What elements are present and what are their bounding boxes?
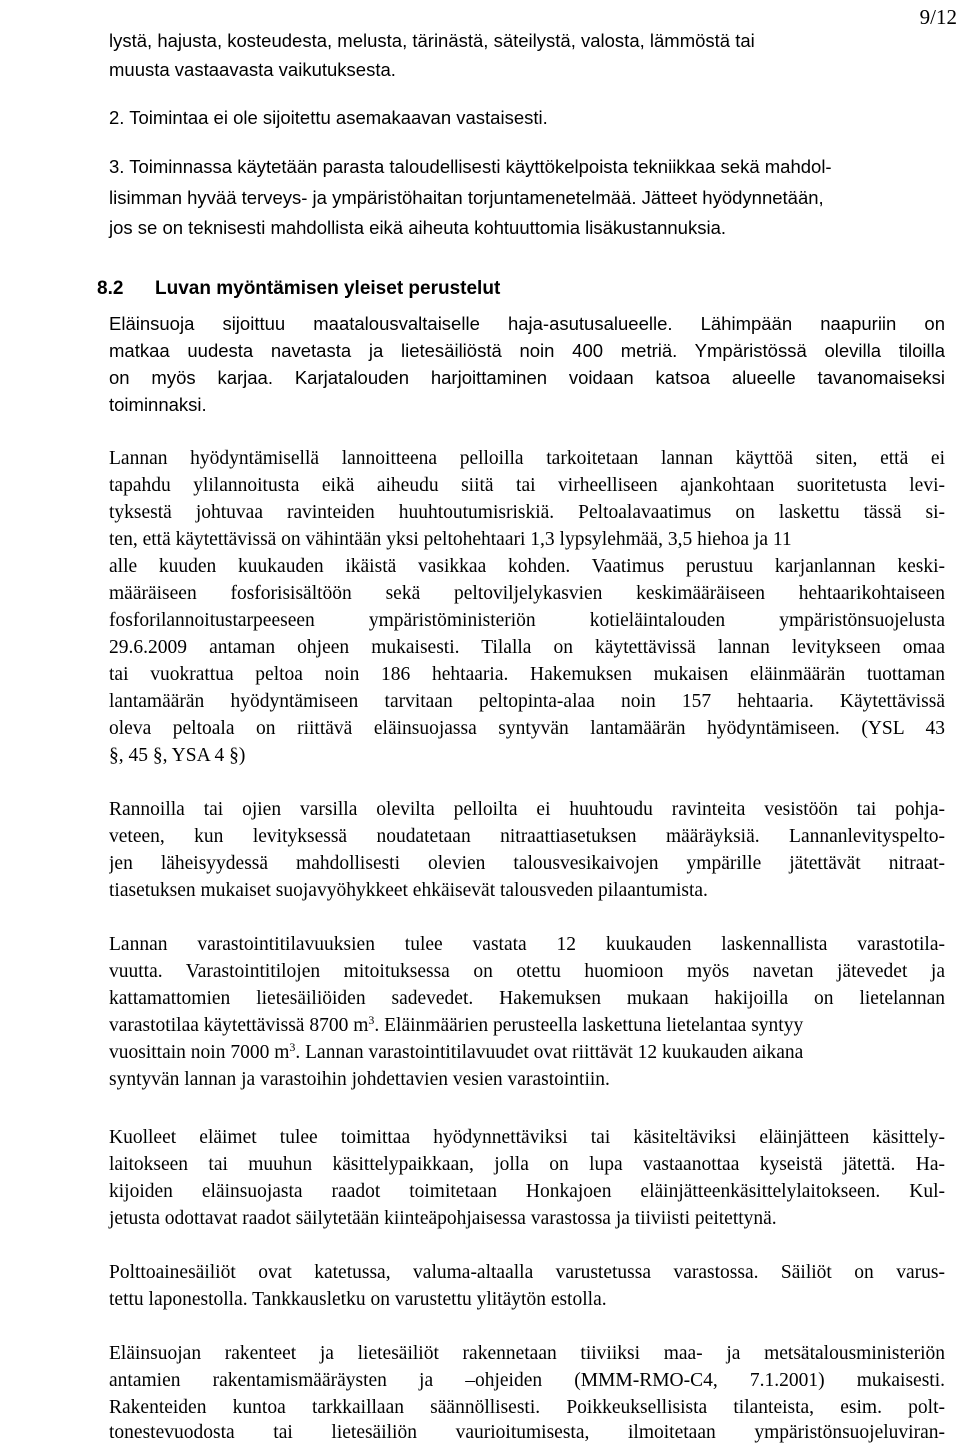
para-4-line-6: syntyvän lannan ja varastoihin johdettavien vesien varastointiin. [109,1069,610,1090]
item-3-line-3: jos se on teknisesti mahdollista eikä aiheuta kohtuuttomia lisäkustannuksia. [109,217,727,238]
para-4-line-3: kattamattomien lietesäiliöiden sadevedet. Hakemuksen mukaan hakijoilla on lietelannan [109,988,945,1009]
para-7-line-4: tonestevuodosta tai lietesäiliön vaurioitumisesta, ilmoitetaan ympäristönsuojeluviran- [109,1422,945,1443]
para-2-line-7: fosforilannoitustarpeeseen ympäristöministeriön kotieläintalouden ympäristönsuojelusta [109,610,945,631]
para-4-line-5 [109,1039,945,1066]
para-6-line-1: Polttoainesäiliöt ovat katetussa, valuma-altaalla varustetussa varastossa. Säiliöt on varus- [109,1262,945,1283]
item-3-line-2: lisimman hyvää terveys- ja ympäristöhaitan torjuntamenetelmää. Jätteet hyödynnetään, [109,187,824,208]
para-7-line-2: antamien rakentamismääräysten ja –ohjeiden (MMM-RMO-C4, 7.1.2001) mukaisesti. [109,1370,945,1391]
para-7-line-3: Rakenteiden kuntoa tarkkaillaan säännöllisesti. Poikkeuksellisista tilanteista, esim. polt- [109,1397,945,1418]
cubic-superscript: 3 [368,1013,375,1027]
para-2-line-3: tyksestä johtuvaa ravinteiden huuhtoutumisriskiä. Peltoalavaatimus on laskettu tässä si- [109,502,945,523]
para-4-line-1: Lannan varastointitilavuuksien tulee vastata 12 kuukauden laskennallista varastotila- [109,934,945,955]
para-3-line-3: jen läheisyydessä mahdollisesti olevien talousvesikaivojen ympärille jätettävät nitraat- [109,853,945,874]
annual-manure-text: vuosittain noin 7000 m [109,1042,290,1063]
cubic-superscript: 3 [289,1040,296,1054]
para-2-line-2: tapahdu ylilannoitusta eikä aiheudu siitä tai virheelliseen ajankohtaan suoritetusta levi- [109,475,945,496]
para-5-line-1: Kuolleet eläimet tulee toimittaa hyödynnettäviksi tai käsiteltäviksi eläinjätteen käsittely- [109,1127,945,1148]
para-2-line-8: 29.6.2009 antaman ohjeen mukaisesti. Tilalla on käytettävissä lannan levitykseen omaa [109,637,945,658]
storage-capacity-text: varastotilaa käytettävissä 8700 m [109,1015,369,1036]
item-3-line-1: 3. Toiminnassa käytetään parasta taloudellisesti käyttökelpoista tekniikkaa sekä mahdol- [109,156,832,177]
para-1-line-4: toiminnaksi. [109,394,207,415]
para-4-line-5-rest: . Lannan varastointitilavuudet ovat riittävät 12 kuukauden aikana [295,1042,804,1063]
para-3-line-1: Rannoilla tai ojien varsilla olevilta pelloilta ei huuhtoudu ravinteita vesistöön tai pohja- [109,799,945,820]
para-2-line-5: alle kuuden kuukauden ikäistä vasikkaa kohden. Vaatimus perustuu karjanlannan keski- [109,556,945,577]
page-number: 9/12 [919,5,957,29]
para-5-line-3: kijoiden eläinsuojasta raadot toimitetaan Honkajoen eläinjätteenkäsittelylaitokseen. Kul- [109,1181,945,1202]
intro-line-1: lystä, hajusta, kosteudesta, melusta, tärinästä, säteilystä, valosta, lämmöstä tai [109,30,755,51]
para-3-line-2: veteen, kun levityksessä noudatetaan nitraattiasetuksen määräyksiä. Lannanlevityspelto- [109,826,945,847]
para-7-line-1: Eläinsuojan rakenteet ja lietesäiliöt rakennetaan tiiviiksi maa- ja metsätalousministeriön [109,1343,945,1364]
para-2-line-11: oleva peltoala on riittävä eläinsuojassa syntyvän lantamäärän hyödyntämiseen. (YSL 43 [109,718,945,739]
para-2-line-1: Lannan hyödyntämisellä lannoitteena pelloilla tarkoitetaan lannan käyttöä siten, että ei [109,448,945,469]
para-6-line-2: tettu laponestolla. Tankkausletku on varustettu ylitäytön estolla. [109,1289,607,1310]
para-1-line-2: matkaa uudesta navetasta ja lietesäiliöstä noin 400 metriä. Ympäristössä olevilla tiloilla [109,340,945,361]
section-number: 8.2 [97,278,124,299]
para-4-line-2: vuutta. Varastointitilojen mitoituksessa on otettu huomioon myös navetan jätevedet ja [109,961,945,982]
para-5-line-4: jetusta odottavat raadot säilytetään kiinteäpohjaisessa varastossa ja tiiviisti peitettynä. [109,1208,777,1229]
para-1-line-1: Eläinsuoja sijoittuu maatalousvaltaiselle haja-asutusalueelle. Lähimpään naapuriin on [109,313,945,334]
para-2-line-6: määräiseen fosforisisältöön sekä peltoviljelykasvien keskimääräiseen hehtaarikohtaiseen [109,583,945,604]
para-2-line-4: ten, että käytettävissä on vähintään yksi peltohehtaari 1,3 lypsylehmää, 3,5 hiehoa ja 11 [109,529,792,550]
para-4-line-4 [109,1012,945,1039]
para-4-line-4-start [109,1012,803,1039]
item-2: 2. Toimintaa ei ole sijoitettu asemakaavan vastaisesti. [109,107,548,128]
para-2-line-12: §, 45 §, YSA 4 §) [109,745,246,766]
para-2-line-10: lantamäärän hyödyntämiseen tarvitaan peltopinta-alaa noin 157 hehtaaria. Käytettävissä [109,691,945,712]
para-4-line-4-rest: . Eläinmäärien perusteella laskettuna lietelantaa syntyy [374,1015,804,1036]
para-5-line-2: laitokseen tai muuhun käsittelypaikkaan, jolla on lupa vastaanottaa kyseistä jätettä. Ha- [109,1154,945,1175]
para-1-line-3: on myös karjaa. Karjatalouden harjoittaminen voidaan katsoa alueelle tavanomaiseksi [109,367,945,388]
para-2-line-9: tai vuokrattua peltoa noin 186 hehtaaria. Hakemuksen mukaisen eläinmäärän tuottaman [109,664,945,685]
section-heading [97,276,501,302]
para-3-line-4: tiasetuksen mukaiset suojavyöhykkeet ehkäisevät talousveden pilaantumista. [109,880,708,901]
section-title: Luvan myöntämisen yleiset perustelut [155,278,501,299]
intro-line-2: muusta vastaavasta vaikutuksesta. [109,59,396,80]
